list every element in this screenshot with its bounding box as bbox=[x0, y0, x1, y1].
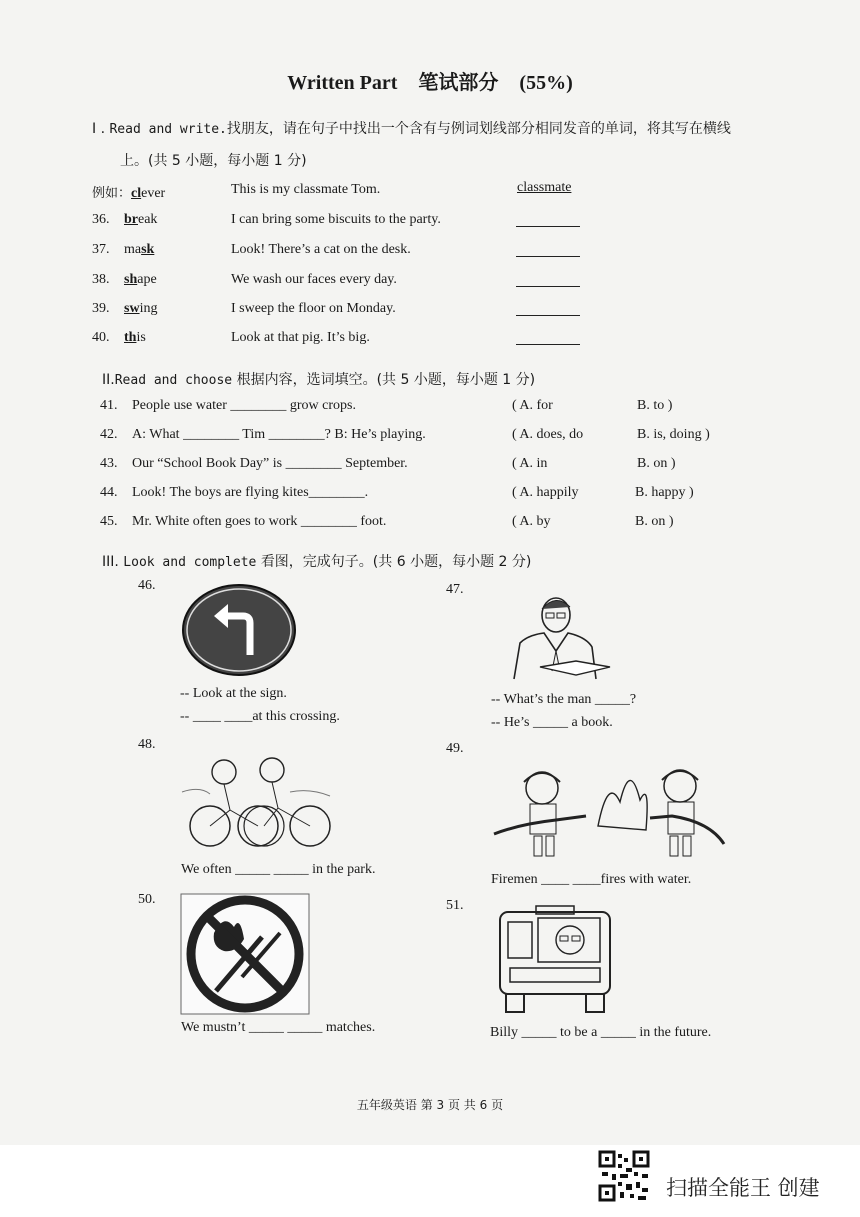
item-37-word: 37. mask bbox=[92, 242, 155, 257]
item-38-answer-blank[interactable] bbox=[516, 272, 580, 287]
item-36-word: 36. break bbox=[92, 212, 158, 227]
item-42-option-a[interactable]: ( A. does, do bbox=[512, 427, 584, 442]
bus-driver-icon bbox=[496, 904, 614, 1016]
example-sentence: This is my classmate Tom. bbox=[231, 182, 381, 197]
item-44-option-b[interactable]: B. happy ) bbox=[635, 485, 694, 500]
section1-heading: I . Read and write.找朋友，请在句子中找出一个含有与例词划线部分相同发音的单词，将其写在横线 bbox=[92, 121, 731, 137]
section3-heading: III. Look and complete 看图，完成句子。(共 6 小题，每小题 2 分) bbox=[102, 554, 532, 570]
q50-number: 50. bbox=[138, 892, 156, 907]
example-word: 例如：clever bbox=[92, 186, 166, 201]
page-footer: 五年级英语 第 3 页 共 6 页 bbox=[356, 1098, 504, 1112]
item-39-word: 39. swing bbox=[92, 301, 158, 316]
item-41-option-a[interactable]: ( A. for bbox=[512, 398, 553, 413]
item-42: 42. A: What ________ Tim ________? B: He’s playing. bbox=[100, 427, 426, 442]
q51-number: 51. bbox=[446, 898, 464, 913]
item-41-option-b[interactable]: B. to ) bbox=[637, 398, 673, 413]
item-39-sentence: I sweep the floor on Monday. bbox=[231, 301, 396, 316]
q48-line1: We often _____ _____ in the park. bbox=[181, 862, 376, 877]
item-40-word: 40. this bbox=[92, 330, 146, 345]
q51-line1: Billy _____ to be a _____ in the future. bbox=[490, 1025, 712, 1040]
item-43-option-b[interactable]: B. on ) bbox=[637, 456, 676, 471]
q46-line2: -- ____ ____at this crossing. bbox=[180, 709, 340, 724]
item-45: 45. Mr. White often goes to work ________ foot. bbox=[100, 514, 387, 529]
title-percent: (55%) bbox=[519, 72, 573, 94]
item-37-answer-blank[interactable] bbox=[516, 242, 580, 257]
q47-line2: -- He’s _____ a book. bbox=[491, 715, 613, 730]
man-reading-book-icon bbox=[494, 591, 614, 683]
q47-number: 47. bbox=[446, 582, 464, 597]
q48-number: 48. bbox=[138, 737, 156, 752]
item-37-sentence: Look! There’s a cat on the desk. bbox=[231, 242, 411, 257]
no-matches-sign-icon bbox=[180, 893, 310, 1015]
page-title bbox=[0, 66, 860, 95]
kids-riding-bikes-icon bbox=[180, 752, 332, 850]
item-38-word: 38. shape bbox=[92, 272, 157, 287]
q47-line1: -- What’s the man _____? bbox=[491, 692, 637, 707]
section2-heading: II.Read and choose 根据内容，选词填空。(共 5 小题，每小题 1 分) bbox=[102, 372, 536, 388]
turn-left-sign-icon bbox=[180, 583, 298, 677]
q49-line1: Firemen ____ ____fires with water. bbox=[491, 872, 692, 887]
item-40-answer-blank[interactable] bbox=[516, 330, 580, 345]
item-43-option-a[interactable]: ( A. in bbox=[512, 456, 548, 471]
q46-line1: -- Look at the sign. bbox=[180, 686, 287, 701]
item-36-answer-blank[interactable] bbox=[516, 212, 580, 227]
title-chinese: 笔试部分 bbox=[418, 70, 499, 94]
qr-code-icon bbox=[598, 1150, 650, 1202]
q50-line1: We mustn’t _____ _____ matches. bbox=[181, 1020, 376, 1035]
scanner-watermark: 扫描全能王 创建 bbox=[666, 1176, 820, 1200]
item-43: 43. Our “School Book Day” is ________ September. bbox=[100, 456, 408, 471]
example-answer: classmate bbox=[517, 180, 572, 195]
item-38-sentence: We wash our faces every day. bbox=[231, 272, 397, 287]
q49-number: 49. bbox=[446, 741, 464, 756]
item-44-option-a[interactable]: ( A. happily bbox=[512, 485, 579, 500]
firefighters-icon bbox=[490, 756, 726, 862]
item-39-answer-blank[interactable] bbox=[516, 301, 580, 316]
item-41: 41. People use water ________ grow crops. bbox=[100, 398, 356, 413]
item-45-option-b[interactable]: B. on ) bbox=[635, 514, 674, 529]
item-42-option-b[interactable]: B. is, doing ) bbox=[637, 427, 710, 442]
item-40-sentence: Look at that pig. It’s big. bbox=[231, 330, 370, 345]
title-english: Written Part bbox=[287, 72, 398, 94]
item-45-option-a[interactable]: ( A. by bbox=[512, 514, 551, 529]
item-44: 44. Look! The boys are flying kites________. bbox=[100, 485, 369, 500]
item-36-sentence: I can bring some biscuits to the party. bbox=[231, 212, 441, 227]
section1-heading-line2: 上。(共 5 小题，每小题 1 分) bbox=[120, 153, 307, 169]
q46-number: 46. bbox=[138, 578, 156, 593]
